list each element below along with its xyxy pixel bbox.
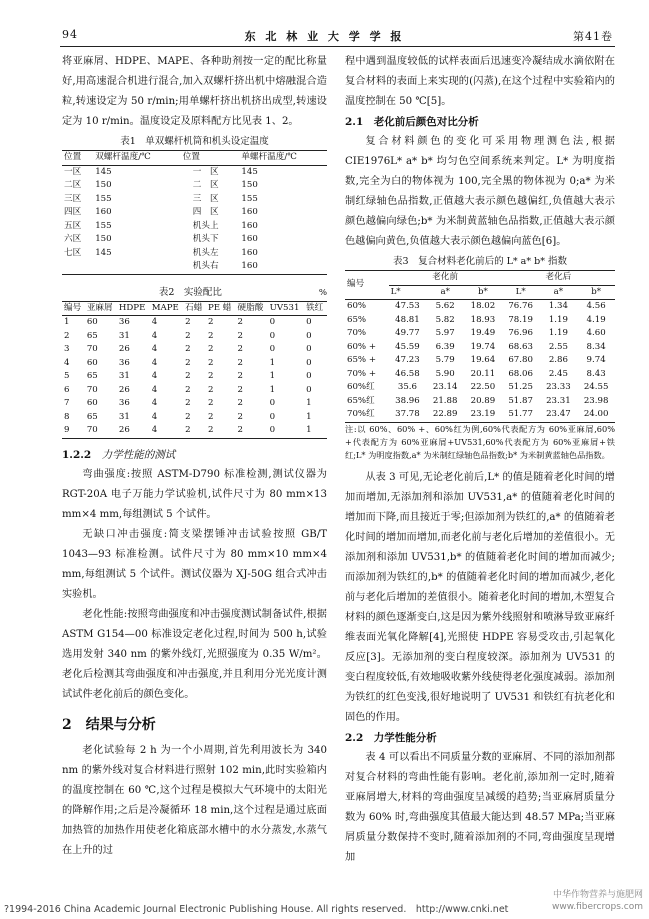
table3-cell: 23.98 bbox=[583, 395, 609, 406]
table2-cell: 70 bbox=[86, 344, 98, 354]
table1-cell bbox=[62, 260, 93, 274]
table2-header-cell: 编号 bbox=[64, 302, 82, 313]
table2-cell: 5 bbox=[64, 371, 70, 381]
table2-cell: 70 bbox=[86, 384, 98, 395]
table3-cell: 2.55 bbox=[548, 341, 568, 352]
table2-cell: 1 bbox=[306, 411, 312, 422]
section-2-1-heading bbox=[345, 112, 615, 132]
table3-cell: 65% + bbox=[347, 355, 377, 365]
section-title: 老化前后颜色对比分析 bbox=[373, 116, 479, 128]
table3-cell: 5.90 bbox=[435, 368, 455, 379]
table2-cell: 36 bbox=[118, 398, 130, 408]
table2-header-cell: UV531 bbox=[269, 302, 300, 313]
table3-cell: 23.33 bbox=[546, 382, 571, 392]
table2-cell: 2 bbox=[185, 384, 191, 395]
table2-cell: 2 bbox=[185, 371, 191, 381]
table2-row bbox=[62, 424, 327, 438]
table2-header-cell: PE 蜡 bbox=[208, 302, 232, 313]
table1-cell: 160 bbox=[241, 234, 258, 244]
table1-cell: 150 bbox=[95, 180, 112, 190]
table1-row bbox=[62, 247, 327, 261]
table2-cell: 2 bbox=[237, 357, 243, 368]
table2-header-cell: 亚麻屑 bbox=[86, 302, 113, 313]
table3-row bbox=[345, 381, 615, 395]
table2-cell: 26 bbox=[118, 384, 130, 395]
table1-row bbox=[62, 165, 327, 179]
table2-cell: 2 bbox=[237, 425, 243, 435]
left-column bbox=[62, 52, 327, 861]
header-rule bbox=[60, 46, 615, 47]
table3-cell: 4.60 bbox=[586, 328, 606, 338]
table3-cell: 67.80 bbox=[508, 355, 533, 365]
table3-cell: 20.89 bbox=[470, 395, 496, 406]
watermark-title: 中华作物营养与施肥网 bbox=[552, 890, 643, 900]
table2-cell: 60 bbox=[86, 398, 98, 408]
table3-group-before: 老化前 bbox=[389, 271, 502, 286]
table3-cell: 70% + bbox=[347, 368, 377, 379]
table2-cell: 2 bbox=[208, 398, 214, 408]
table3-cell: 18.93 bbox=[470, 314, 496, 325]
table3-row bbox=[345, 368, 615, 382]
table2-cell: 4 bbox=[151, 357, 158, 368]
table1-cell: 155 bbox=[241, 193, 258, 204]
table3-cell: 70% bbox=[347, 328, 367, 338]
table3-cell: 24.55 bbox=[583, 382, 609, 392]
table3-cell: 47.53 bbox=[395, 301, 420, 311]
table2-row bbox=[62, 411, 327, 425]
paragraph-continued: 程中遇到温度较低的试样表面后迅速变冷凝结成水滴依附在复合材料的表面上来实现的(闪蒸),在这个过程中实验箱内的温度控制在 50 ℃[5]。 bbox=[345, 56, 615, 107]
table2-cell: 4 bbox=[64, 357, 70, 368]
table2-row bbox=[62, 330, 327, 344]
table3-cell: 68.63 bbox=[508, 341, 533, 352]
table2-cell: 1 bbox=[64, 317, 70, 327]
table2-cell: 0 bbox=[269, 317, 276, 327]
table3-cell: 19.64 bbox=[470, 355, 496, 365]
table3-cell: 19.49 bbox=[470, 328, 496, 338]
table3-row bbox=[345, 327, 615, 341]
table3-cell: 51.87 bbox=[508, 395, 533, 406]
table2-header-cell: 硬脂酸 bbox=[237, 302, 264, 313]
table1-cell: 二 区 bbox=[192, 180, 219, 190]
table1-row bbox=[62, 179, 327, 193]
table2-cell: 2 bbox=[185, 317, 191, 327]
section-number: 2.1 bbox=[345, 116, 364, 128]
table3-cell: 70%红 bbox=[347, 409, 375, 419]
section-1-2-2-heading bbox=[62, 445, 327, 465]
table3-group-row bbox=[345, 271, 615, 286]
table3-sub-cell: b* bbox=[478, 286, 488, 297]
table3-sub-cell: L* bbox=[515, 286, 526, 297]
table1-cell: 二区 bbox=[64, 180, 82, 190]
section-number: 2.2 bbox=[345, 731, 364, 744]
table1-cell: 145 bbox=[95, 166, 112, 177]
table2-row bbox=[62, 397, 327, 411]
table1 bbox=[62, 150, 327, 275]
table2-cell: 0 bbox=[269, 344, 276, 354]
table2-cell: 2 bbox=[237, 398, 243, 408]
table3-cell: 1.19 bbox=[548, 314, 568, 325]
table2-cell: 2 bbox=[185, 330, 191, 341]
table1-cell: 160 bbox=[241, 207, 258, 217]
table3-cell: 18.02 bbox=[470, 301, 496, 311]
table2-cell: 36 bbox=[118, 357, 130, 368]
table2 bbox=[62, 301, 327, 439]
table3-sub-cell: a* bbox=[553, 286, 564, 297]
table3-cell: 47.23 bbox=[395, 355, 420, 365]
watermark bbox=[552, 889, 643, 913]
table3-cell: 49.77 bbox=[395, 328, 420, 338]
table3-cell: 2.86 bbox=[548, 355, 568, 365]
table3-cell: 51.25 bbox=[508, 382, 533, 392]
table2-cell: 1 bbox=[306, 398, 312, 408]
table2-cell: 2 bbox=[208, 371, 214, 381]
table3-cell: 4.56 bbox=[586, 301, 606, 311]
paragraph-aging: 老化性能:按照弯曲强度和冲击强度测试制备试件,根据 ASTM G154—00 标准设定老化过程,时间为 500 h,试验选用发射 340 nm 的紫外线灯,光照强度为 0.35 W/m²。老化后检测其弯曲强度和冲击强度,并且利用分光光度计测试试件老化前后的颜色变化。 bbox=[62, 608, 327, 700]
table1-cell: 三区 bbox=[64, 193, 82, 204]
table3-cell: 68.06 bbox=[508, 368, 533, 379]
table2-cell: 2 bbox=[237, 371, 243, 381]
table2-cell: 2 bbox=[237, 384, 243, 395]
paragraph-bending: 弯曲强度:按照 ASTM-D790 标准检测,测试仪器为 RGT-20A 电子万能力学试验机,试件尺寸为 80 mm×13 mm×4 mm,每组测试 5 个试件。 bbox=[62, 468, 327, 520]
table3-cell: 9.74 bbox=[586, 355, 606, 365]
table1-cell: 五区 bbox=[64, 220, 82, 231]
table3-cell: 5.97 bbox=[435, 328, 455, 338]
table3-cell: 1.19 bbox=[548, 328, 568, 338]
table2-cell: 0 bbox=[306, 330, 312, 341]
table2-cell: 36 bbox=[118, 317, 130, 327]
table2-row bbox=[62, 343, 327, 357]
table2-cell: 4 bbox=[151, 317, 158, 327]
journal-title: 东 北 林 业 大 学 学 报 bbox=[244, 30, 405, 43]
table2-cell: 6 bbox=[64, 384, 70, 395]
table1-cell: 机头上 bbox=[192, 220, 219, 231]
table2-cell: 60 bbox=[86, 357, 98, 368]
section-number: 2 bbox=[62, 716, 72, 733]
table3-note: 注:以 60%、60% +、60%红为例,60%代表配方为 60%亚麻屑,60% +代表配方为 60%亚麻屑+UV531,60%代表配方为 60%亚麻屑+铁红;L* 为明度指数,a* 为米制红绿轴色品指数;b* 为米制黄蓝轴色品指数。 bbox=[345, 423, 615, 460]
table3-cell: 5.79 bbox=[435, 355, 455, 365]
paragraph-results: 老化试验每 2 h 为一个小周期,首先利用波长为 340 nm 的紫外线对复合材料进行照射 102 min,此时实验箱内的温度控制在 60 ℃,这个过程是模拟大气环境中的太阳光的降解作用;之后是冷凝循环 18 min,这个过程是通过底面加热管的加热作用使老化箱底部水槽中的水分蒸发,水蒸气在上升的过 bbox=[62, 744, 327, 856]
table3-row bbox=[345, 408, 615, 422]
table1-header-cell: 单螺杆温度/℃ bbox=[241, 152, 297, 162]
watermark-url: www.fibercrops.com bbox=[552, 902, 643, 912]
table2-cell: 0 bbox=[269, 330, 276, 341]
table2-cell: 2 bbox=[237, 330, 243, 341]
table2-cell: 2 bbox=[185, 398, 191, 408]
table2-cell: 8 bbox=[64, 411, 70, 422]
table3-row bbox=[345, 300, 615, 314]
table2-cell: 31 bbox=[118, 411, 130, 422]
table1-cell: 160 bbox=[241, 261, 258, 271]
table3-row bbox=[345, 314, 615, 328]
table2-cell: 2 bbox=[185, 344, 191, 354]
table2-cell: 2 bbox=[208, 384, 214, 395]
table1-cell: 160 bbox=[241, 220, 258, 231]
table1-cell: 一 区 bbox=[192, 166, 219, 177]
table2-cell: 60 bbox=[86, 317, 98, 327]
table2-cell: 70 bbox=[86, 425, 98, 435]
table1-cell: 三 区 bbox=[192, 193, 219, 204]
table3-cell: 8.43 bbox=[586, 368, 606, 379]
table2-cell: 0 bbox=[306, 384, 312, 395]
table3-cell: 20.11 bbox=[470, 368, 496, 379]
table2-header-cell: MAPE bbox=[151, 302, 179, 313]
table2-cell: 31 bbox=[118, 371, 130, 381]
table3-id-header: 编号 bbox=[345, 271, 389, 300]
table3-group-after: 老化后 bbox=[502, 271, 615, 286]
table2-cell: 2 bbox=[208, 344, 214, 354]
table3-cell: 37.78 bbox=[395, 409, 420, 419]
table2-cell: 2 bbox=[237, 344, 243, 354]
table1-cell: 155 bbox=[95, 193, 112, 204]
paragraph-color: 复合材料颜色的变化可采用物理测色法,根据 CIE1976L* a* b* 均匀色空间系统来判定。L* 为明度指数,完全为白的物体视为 100,完全黑的物体视为 0;a* 为米制红绿轴色品指数,正值越大表示颜色越偏红,负值越大表示颜色越偏向绿色;b* 为米制黄蓝轴色品指数,正值越大表示颜色越偏向黄色,负值越大表示颜色越偏向蓝色[6]。 bbox=[345, 136, 615, 247]
table3-cell: 60% + bbox=[347, 341, 377, 352]
right-column bbox=[345, 52, 615, 868]
table2-cell: 4 bbox=[151, 384, 158, 395]
table2-header-row bbox=[62, 301, 327, 316]
table2-cell: 0 bbox=[306, 357, 312, 368]
copyright-footer: ?1994-2016 China Academic Journal Electronic Publishing House. All rights reserved. http://www.cnki.net bbox=[4, 904, 509, 915]
table2-cell: 2 bbox=[64, 330, 70, 341]
table2-cell: 2 bbox=[208, 425, 214, 435]
table2-cell: 4 bbox=[151, 371, 158, 381]
table3-cell: 4.19 bbox=[586, 314, 606, 325]
table2-cell: 0 bbox=[306, 371, 312, 381]
table1-caption: 表1 单双螺杆机筒和机头设定温度 bbox=[120, 136, 269, 147]
table2-cell: 26 bbox=[118, 425, 130, 435]
section-2-heading bbox=[62, 715, 327, 735]
table3-cell: 45.59 bbox=[395, 341, 420, 352]
table1-cell: 145 bbox=[241, 166, 258, 177]
table1-cell: 机头下 bbox=[192, 234, 219, 244]
table2-cell: 1 bbox=[269, 357, 276, 368]
table1-header-cell: 双螺杆温度/℃ bbox=[95, 152, 151, 162]
table2-cell: 0 bbox=[269, 411, 276, 422]
table1-cell: 一区 bbox=[64, 166, 82, 177]
table2-caption bbox=[62, 285, 327, 301]
page-number: 94 bbox=[62, 28, 78, 41]
table3-cell: 6.39 bbox=[435, 341, 455, 352]
table3-cell: 35.6 bbox=[397, 382, 418, 392]
table1-cell: 七区 bbox=[64, 247, 82, 258]
table3-cell: 60% bbox=[347, 301, 367, 311]
table3-cell: 2.45 bbox=[548, 368, 568, 379]
table3-row bbox=[345, 395, 615, 409]
volume-label: 第41卷 bbox=[573, 30, 613, 43]
table1-cell: 四 区 bbox=[192, 207, 219, 217]
table1-cell: 160 bbox=[95, 207, 112, 217]
table1-cell: 六区 bbox=[64, 234, 82, 244]
table3-cell: 65%红 bbox=[347, 395, 375, 406]
table2-cell: 4 bbox=[151, 411, 158, 422]
table2-cell: 2 bbox=[185, 425, 191, 435]
table3-cell: 23.31 bbox=[546, 395, 571, 406]
table3-sub-cell: a* bbox=[440, 286, 450, 297]
table2-row bbox=[62, 316, 327, 330]
table2-cell: 65 bbox=[86, 411, 98, 422]
table2-cell: 4 bbox=[151, 425, 158, 435]
table1-row bbox=[62, 220, 327, 234]
paragraph-mechanical: 表 4 可以看出不同质量分数的亚麻屑、不同的添加剂都对复合材料的弯曲性能有影响。老化前,添加剂一定时,随着亚麻屑增大,材料的弯曲强度呈减缓的趋势;当亚麻屑质量分数为 60% 时,弯曲强度其值最大能达到 48.57 MPa;当亚麻屑质量分数保持不变时,随着添加剂的不同,弯曲强度呈现增加 bbox=[345, 751, 615, 863]
paragraph-table3-result: 从表 3 可见,无论老化前后,L* 的值是随着老化时间的增加而增加,无添加剂和添加 UV531,a* 的值随着老化时间的增加而下降,而且接近于零;但添加剂为铁红的,a* 的值随着老化时间的增加而增加,而老化前与老化后增加的差值很小。无添加剂和添加 UV531,b* 的值随着老化时间的增加而减少;而添加剂为铁红的,b* 的值随着老化时间的增加而减少,老化前与老化后增加的差值很小。随着老化时间的增加,木塑复合材料的颜色逐渐变白,这是因为紫外线照射和喷淋导致亚麻纤维表面光氧化降解[4],光照使 HDPE 容易受攻击,引起氧化反应[3]。无添加剂的变白程度较深。添加剂为 UV531 的变白程度较低,有效地吸收紫外线使得老化强度减弱。添加剂为铁红的红色变浅,很好地说明了 UV531 和铁红有抗老化和固色的作用。 bbox=[345, 471, 615, 723]
table3-cell: 1.34 bbox=[548, 301, 568, 311]
table2-cell: 0 bbox=[269, 425, 276, 435]
table2-cell: 2 bbox=[208, 317, 214, 327]
table2-cell: 1 bbox=[306, 425, 312, 435]
table2-row bbox=[62, 384, 327, 398]
table2-cell: 65 bbox=[86, 330, 98, 341]
table2-cell: 4 bbox=[151, 398, 158, 408]
table2-cell: 3 bbox=[64, 344, 70, 354]
section-number: 1.2.2 bbox=[62, 448, 92, 461]
table1-header-cell: 位置 bbox=[64, 152, 82, 162]
table3-cell: 48.81 bbox=[395, 314, 420, 325]
table3-sub-cell: L* bbox=[390, 286, 401, 297]
table3-cell: 23.19 bbox=[470, 409, 496, 419]
table1-row bbox=[62, 193, 327, 207]
table2-cell: 2 bbox=[237, 411, 243, 422]
table3-cell: 5.62 bbox=[435, 301, 455, 311]
section-title: 力学性能的测试 bbox=[101, 448, 176, 461]
table1-cell bbox=[93, 260, 181, 274]
table1-cell: 150 bbox=[241, 180, 258, 190]
section-title: 结果与分析 bbox=[85, 716, 156, 733]
table3-cell: 76.76 bbox=[508, 301, 533, 311]
table3-sub-cell: b* bbox=[591, 286, 602, 297]
table3-cell: 24.00 bbox=[583, 409, 609, 419]
table3-cell: 23.14 bbox=[432, 382, 458, 392]
table2-cell: 0 bbox=[269, 398, 276, 408]
table3-cell: 76.96 bbox=[508, 328, 533, 338]
paragraph-impact: 无缺口冲击强度:简支梁摆锤冲击试验按照 GB/T 1043—93 标准检测。试件尺寸为 80 mm×10 mm×4 mm,每组测试 5 个试件。测试仪器为 XJ-50G 组合式冲击实验机。 bbox=[62, 528, 327, 600]
table2-cell: 26 bbox=[118, 344, 130, 354]
table2-row bbox=[62, 370, 327, 384]
table2-cell: 2 bbox=[208, 411, 214, 422]
table1-cell: 机头左 bbox=[192, 247, 219, 258]
table2-cell: 31 bbox=[118, 330, 130, 341]
table3-cell: 5.82 bbox=[435, 314, 455, 325]
table2-cell: 2 bbox=[185, 411, 191, 422]
table3-cell: 23.47 bbox=[546, 409, 571, 419]
table3-row bbox=[345, 341, 615, 355]
table3-cell: 21.88 bbox=[432, 395, 458, 406]
table3-cell: 22.50 bbox=[470, 382, 496, 392]
table2-cell: 65 bbox=[86, 371, 98, 381]
table1-row bbox=[62, 260, 327, 274]
table3-cell: 51.77 bbox=[508, 409, 533, 419]
table1-cell: 机头右 bbox=[192, 261, 219, 271]
paragraph-intro: 将亚麻屑、HDPE、MAPE、各种助剂按一定的配比称量好,用高速混合机进行混合,加入双螺杆挤出机中熔融混合造粒,转速设定为 50 r/min;用单螺杆挤出机挤出成型,转速设定为 10 r/min。温度设定及原料配方比见表 1、2。 bbox=[62, 56, 327, 127]
table1-cell: 四区 bbox=[64, 207, 82, 217]
table2-cell: 2 bbox=[208, 357, 214, 368]
table1-header-row bbox=[62, 151, 327, 166]
table2-cell: 0 bbox=[306, 344, 312, 354]
table2-cell: 4 bbox=[151, 344, 158, 354]
table2-cell: 1 bbox=[269, 384, 276, 395]
table2-unit: % bbox=[318, 287, 327, 298]
table2-cell: 2 bbox=[208, 330, 214, 341]
table2-caption-text: 表2 实验配比 bbox=[158, 286, 222, 298]
table1-cell: 160 bbox=[241, 247, 258, 258]
table1-row bbox=[62, 206, 327, 220]
section-title: 力学性能分析 bbox=[373, 731, 437, 744]
table3 bbox=[345, 270, 615, 423]
table2-header-cell: 石蜡 bbox=[185, 302, 203, 313]
section-2-2-heading bbox=[345, 728, 615, 748]
table2-cell: 2 bbox=[237, 317, 243, 327]
table1-row bbox=[62, 233, 327, 247]
table1-header-cell: 位置 bbox=[182, 152, 200, 162]
table1-cell: 150 bbox=[95, 234, 112, 244]
table3-caption: 表3 复合材料老化前后的 L* a* b* 指数 bbox=[393, 256, 567, 267]
table3-cell: 38.96 bbox=[395, 395, 420, 406]
table3-cell: 22.89 bbox=[432, 409, 458, 419]
table3-cell: 60%红 bbox=[347, 382, 375, 392]
table3-row bbox=[345, 354, 615, 368]
table2-cell: 4 bbox=[151, 330, 158, 341]
table2-cell: 2 bbox=[185, 357, 191, 368]
table3-cell: 8.34 bbox=[586, 341, 606, 352]
table3-cell: 19.74 bbox=[470, 341, 496, 352]
table1-cell: 145 bbox=[95, 247, 112, 258]
table3-cell: 46.58 bbox=[395, 368, 420, 379]
table2-header-cell: 铁红 bbox=[306, 302, 324, 313]
table2-cell: 1 bbox=[269, 371, 276, 381]
table1-cell: 155 bbox=[95, 220, 112, 231]
table2-cell: 0 bbox=[306, 317, 312, 327]
table2-header-cell: HDPE bbox=[118, 302, 146, 313]
table2-cell: 7 bbox=[64, 398, 70, 408]
table3-cell: 78.19 bbox=[508, 314, 533, 325]
table3-cell: 65% bbox=[347, 314, 367, 325]
table2-cell: 9 bbox=[64, 425, 70, 435]
table2-row bbox=[62, 357, 327, 371]
